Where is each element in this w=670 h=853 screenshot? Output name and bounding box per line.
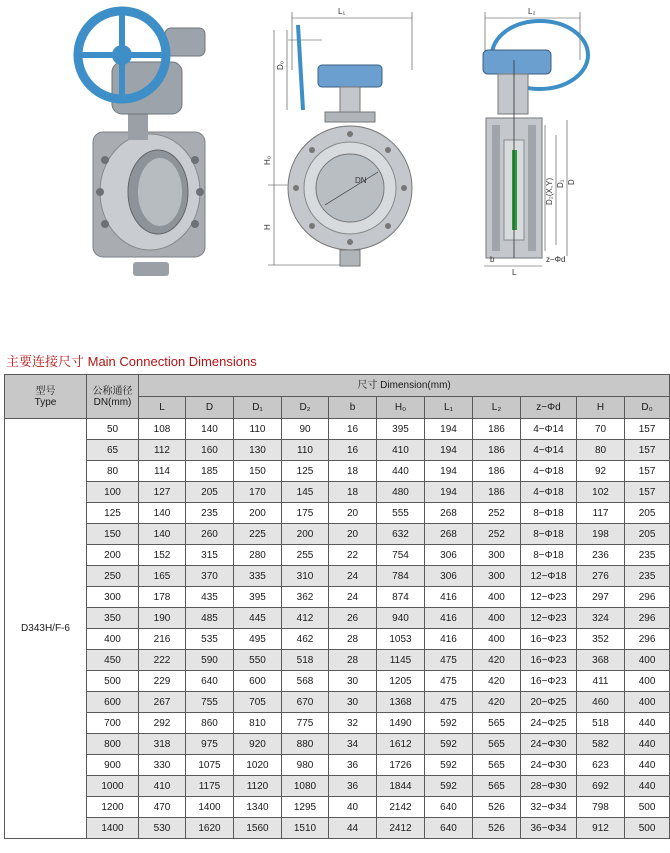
table-cell: 2412 — [377, 818, 425, 839]
table-cell: 16−Φ23 — [521, 650, 577, 671]
label-d: D — [567, 179, 576, 185]
table-cell: 24 — [329, 587, 377, 608]
table-cell: 216 — [139, 629, 186, 650]
table-cell: 1340 — [234, 797, 282, 818]
dn-cell: 1000 — [87, 776, 139, 797]
table-cell: 420 — [473, 671, 521, 692]
table-cell: 252 — [473, 503, 521, 524]
table-cell: 568 — [282, 671, 329, 692]
column-header: D₀ — [625, 397, 670, 419]
table-cell: 297 — [577, 587, 625, 608]
dn-cell: 1400 — [87, 818, 139, 839]
table-cell: 194 — [425, 461, 473, 482]
table-cell: 480 — [377, 482, 425, 503]
table-cell: 440 — [377, 461, 425, 482]
label-h0: H₀ — [263, 155, 272, 165]
table-cell: 592 — [425, 713, 473, 734]
table-cell: 1120 — [234, 776, 282, 797]
table-row — [5, 818, 670, 839]
table-cell: 130 — [234, 440, 282, 461]
table-cell: 194 — [425, 419, 473, 440]
table-cell: 194 — [425, 482, 473, 503]
table-cell: 440 — [625, 734, 670, 755]
column-header: L — [139, 397, 186, 419]
table-cell: 1145 — [377, 650, 425, 671]
section-title: 主要连接尺寸 Main Connection Dimensions — [6, 354, 257, 369]
table-header-row — [5, 375, 670, 397]
table-cell: 296 — [625, 629, 670, 650]
dn-cell: 125 — [87, 503, 139, 524]
column-header: z−Φd — [521, 397, 577, 419]
table-cell: 555 — [377, 503, 425, 524]
table-cell: 1726 — [377, 755, 425, 776]
table-cell: 395 — [377, 419, 425, 440]
dn-cell: 300 — [87, 587, 139, 608]
table-cell: 24−Φ30 — [521, 755, 577, 776]
table-cell: 640 — [425, 797, 473, 818]
table-cell: 920 — [234, 734, 282, 755]
table-cell: 306 — [425, 566, 473, 587]
table-cell: 330 — [139, 755, 186, 776]
column-header: L₂ — [473, 397, 521, 419]
table-cell: 1075 — [186, 755, 234, 776]
table-cell: 1620 — [186, 818, 234, 839]
table-cell: 140 — [139, 524, 186, 545]
table-cell: 980 — [282, 755, 329, 776]
table-cell: 114 — [139, 461, 186, 482]
table-cell: 416 — [425, 608, 473, 629]
table-row — [5, 671, 670, 692]
table-cell: 36−Φ34 — [521, 818, 577, 839]
table-cell: 435 — [186, 587, 234, 608]
table-cell: 2142 — [377, 797, 425, 818]
table-cell: 280 — [234, 545, 282, 566]
label-l: L — [512, 268, 517, 277]
dn-cell: 600 — [87, 692, 139, 713]
table-cell: 127 — [139, 482, 186, 503]
table-cell: 592 — [425, 776, 473, 797]
table-cell: 810 — [234, 713, 282, 734]
table-cell: 16 — [329, 440, 377, 461]
table-cell: 140 — [139, 503, 186, 524]
table-cell: 324 — [577, 608, 625, 629]
table-cell: 600 — [234, 671, 282, 692]
table-cell: 475 — [425, 692, 473, 713]
front-view-drawing — [263, 7, 412, 266]
table-cell: 12−Φ23 — [521, 587, 577, 608]
table-cell: 235 — [186, 503, 234, 524]
table-row — [5, 755, 670, 776]
table-cell: 416 — [425, 587, 473, 608]
dn-cell: 900 — [87, 755, 139, 776]
table-cell: 1368 — [377, 692, 425, 713]
table-cell: 200 — [234, 503, 282, 524]
table-row — [5, 608, 670, 629]
table-cell: 157 — [625, 419, 670, 440]
table-cell: 30 — [329, 671, 377, 692]
table-cell: 1020 — [234, 755, 282, 776]
table-cell: 32−Φ34 — [521, 797, 577, 818]
table-cell: 12−Φ23 — [521, 608, 577, 629]
table-cell: 500 — [625, 818, 670, 839]
table-cell: 1490 — [377, 713, 425, 734]
label-d0: D₀ — [276, 60, 285, 70]
table-cell: 590 — [186, 650, 234, 671]
valve-drawings — [0, 0, 670, 300]
table-cell: 22 — [329, 545, 377, 566]
table-cell: 222 — [139, 650, 186, 671]
table-row — [5, 797, 670, 818]
table-cell: 296 — [625, 587, 670, 608]
dimension-table — [4, 374, 670, 839]
table-cell: 400 — [625, 650, 670, 671]
table-cell: 186 — [473, 440, 521, 461]
label-dn: DN — [355, 176, 367, 185]
table-cell: 410 — [377, 440, 425, 461]
table-cell: 18 — [329, 461, 377, 482]
dn-cell: 250 — [87, 566, 139, 587]
table-cell: 32 — [329, 713, 377, 734]
label-h: H — [263, 224, 272, 230]
table-cell: 140 — [186, 419, 234, 440]
table-row — [5, 482, 670, 503]
table-row — [5, 419, 670, 440]
table-cell: 30 — [329, 692, 377, 713]
table-cell: 592 — [425, 755, 473, 776]
column-header: H₀ — [377, 397, 425, 419]
table-cell: 157 — [625, 482, 670, 503]
table-cell: 475 — [425, 650, 473, 671]
table-row — [5, 692, 670, 713]
table-cell: 152 — [139, 545, 186, 566]
table-cell: 108 — [139, 419, 186, 440]
table-row — [5, 587, 670, 608]
table-cell: 20−Φ25 — [521, 692, 577, 713]
table-cell: 24−Φ25 — [521, 713, 577, 734]
column-header: D — [186, 397, 234, 419]
table-cell: 28 — [329, 650, 377, 671]
table-cell: 692 — [577, 776, 625, 797]
table-cell: 670 — [282, 692, 329, 713]
table-cell: 205 — [186, 482, 234, 503]
table-cell: 198 — [577, 524, 625, 545]
table-cell: 205 — [625, 524, 670, 545]
table-cell: 400 — [625, 692, 670, 713]
table-cell: 1612 — [377, 734, 425, 755]
table-cell: 975 — [186, 734, 234, 755]
table-cell: 117 — [577, 503, 625, 524]
table-cell: 186 — [473, 419, 521, 440]
table-cell: 236 — [577, 545, 625, 566]
label-l1: L₁ — [338, 7, 346, 16]
table-cell: 12−Φ18 — [521, 566, 577, 587]
table-cell: 170 — [234, 482, 282, 503]
table-cell: 440 — [625, 776, 670, 797]
type-header: 型号 Type — [5, 375, 87, 419]
table-cell: 440 — [625, 755, 670, 776]
table-cell: 8−Φ18 — [521, 503, 577, 524]
table-cell: 306 — [425, 545, 473, 566]
table-cell: 36 — [329, 755, 377, 776]
table-cell: 110 — [282, 440, 329, 461]
table-cell: 28 — [329, 629, 377, 650]
table-cell: 150 — [234, 461, 282, 482]
dn-header: 公称通径 DN(mm) — [87, 375, 139, 419]
label-d1: D₁ — [556, 179, 565, 188]
table-cell: 20 — [329, 503, 377, 524]
table-row — [5, 545, 670, 566]
table-cell: 582 — [577, 734, 625, 755]
table-cell: 178 — [139, 587, 186, 608]
table-cell: 518 — [282, 650, 329, 671]
dn-cell: 100 — [87, 482, 139, 503]
table-cell: 160 — [186, 440, 234, 461]
table-cell: 1205 — [377, 671, 425, 692]
table-cell: 24−Φ30 — [521, 734, 577, 755]
table-cell: 640 — [186, 671, 234, 692]
table-cell: 912 — [577, 818, 625, 839]
table-cell: 102 — [577, 482, 625, 503]
dn-cell: 80 — [87, 461, 139, 482]
table-cell: 235 — [625, 545, 670, 566]
table-cell: 526 — [473, 818, 521, 839]
column-header: H — [577, 397, 625, 419]
model-cell: D343H/F-6 — [5, 419, 87, 839]
dimension-group-header: 尺寸 Dimension(mm) — [139, 375, 670, 397]
table-cell: 470 — [139, 797, 186, 818]
table-cell: 16−Φ23 — [521, 629, 577, 650]
column-header: b — [329, 397, 377, 419]
table-cell: 110 — [234, 419, 282, 440]
dn-cell: 1200 — [87, 797, 139, 818]
dn-cell: 350 — [87, 608, 139, 629]
table-cell: 1400 — [186, 797, 234, 818]
table-cell: 190 — [139, 608, 186, 629]
table-cell: 252 — [473, 524, 521, 545]
table-cell: 300 — [473, 566, 521, 587]
table-cell: 1844 — [377, 776, 425, 797]
table-cell: 475 — [425, 671, 473, 692]
table-cell: 400 — [473, 587, 521, 608]
table-cell: 410 — [139, 776, 186, 797]
table-cell: 186 — [473, 461, 521, 482]
table-cell: 310 — [282, 566, 329, 587]
table-cell: 530 — [139, 818, 186, 839]
table-cell: 526 — [473, 797, 521, 818]
table-cell: 400 — [473, 608, 521, 629]
table-cell: 267 — [139, 692, 186, 713]
table-cell: 315 — [186, 545, 234, 566]
table-cell: 34 — [329, 734, 377, 755]
table-cell: 186 — [473, 482, 521, 503]
table-cell: 229 — [139, 671, 186, 692]
table-cell: 754 — [377, 545, 425, 566]
table-cell: 1295 — [282, 797, 329, 818]
table-cell: 260 — [186, 524, 234, 545]
table-cell: 1510 — [282, 818, 329, 839]
table-cell: 26 — [329, 608, 377, 629]
table-cell: 165 — [139, 566, 186, 587]
table-cell: 194 — [425, 440, 473, 461]
table-cell: 44 — [329, 818, 377, 839]
table-cell: 1175 — [186, 776, 234, 797]
table-cell: 565 — [473, 734, 521, 755]
table-cell: 276 — [577, 566, 625, 587]
table-cell: 755 — [186, 692, 234, 713]
table-row — [5, 461, 670, 482]
table-cell: 535 — [186, 629, 234, 650]
table-cell: 798 — [577, 797, 625, 818]
table-cell: 565 — [473, 776, 521, 797]
table-cell: 592 — [425, 734, 473, 755]
table-cell: 623 — [577, 755, 625, 776]
table-cell: 296 — [625, 608, 670, 629]
table-cell: 420 — [473, 692, 521, 713]
table-cell: 157 — [625, 461, 670, 482]
table-cell: 565 — [473, 713, 521, 734]
label-zphid: z−Φd — [546, 255, 566, 264]
table-cell: 550 — [234, 650, 282, 671]
table-cell: 20 — [329, 524, 377, 545]
table-cell: 205 — [625, 503, 670, 524]
table-cell: 28−Φ30 — [521, 776, 577, 797]
table-row — [5, 734, 670, 755]
table-cell: 335 — [234, 566, 282, 587]
table-cell: 874 — [377, 587, 425, 608]
table-row — [5, 503, 670, 524]
table-cell: 420 — [473, 650, 521, 671]
column-header: L₁ — [425, 397, 473, 419]
label-d2: D₂(X,Y) — [545, 177, 554, 205]
dn-cell: 700 — [87, 713, 139, 734]
product-figures — [0, 0, 670, 300]
table-row — [5, 566, 670, 587]
table-cell: 300 — [473, 545, 521, 566]
table-cell: 1560 — [234, 818, 282, 839]
table-row — [5, 629, 670, 650]
dn-cell: 50 — [87, 419, 139, 440]
table-cell: 92 — [577, 461, 625, 482]
table-cell: 4−Φ18 — [521, 461, 577, 482]
table-cell: 880 — [282, 734, 329, 755]
table-cell: 8−Φ18 — [521, 524, 577, 545]
table-cell: 90 — [282, 419, 329, 440]
label-b: b — [490, 255, 495, 264]
table-cell: 4−Φ14 — [521, 419, 577, 440]
table-cell: 412 — [282, 608, 329, 629]
table-cell: 1080 — [282, 776, 329, 797]
table-cell: 36 — [329, 776, 377, 797]
table-cell: 775 — [282, 713, 329, 734]
side-view-drawing — [483, 7, 588, 277]
table-cell: 416 — [425, 629, 473, 650]
table-cell: 112 — [139, 440, 186, 461]
table-cell: 495 — [234, 629, 282, 650]
table-cell: 445 — [234, 608, 282, 629]
table-cell: 632 — [377, 524, 425, 545]
table-cell: 500 — [625, 797, 670, 818]
table-row — [5, 776, 670, 797]
table-cell: 268 — [425, 524, 473, 545]
table-cell: 200 — [282, 524, 329, 545]
table-cell: 40 — [329, 797, 377, 818]
table-cell: 225 — [234, 524, 282, 545]
table-cell: 462 — [282, 629, 329, 650]
table-cell: 125 — [282, 461, 329, 482]
table-row — [5, 713, 670, 734]
table-cell: 411 — [577, 671, 625, 692]
table-cell: 518 — [577, 713, 625, 734]
table-cell: 400 — [473, 629, 521, 650]
table-cell: 80 — [577, 440, 625, 461]
table-cell: 940 — [377, 608, 425, 629]
table-cell: 705 — [234, 692, 282, 713]
table-cell: 175 — [282, 503, 329, 524]
table-cell: 485 — [186, 608, 234, 629]
table-cell: 352 — [577, 629, 625, 650]
table-cell: 4−Φ14 — [521, 440, 577, 461]
table-cell: 8−Φ18 — [521, 545, 577, 566]
table-cell: 145 — [282, 482, 329, 503]
dn-cell: 400 — [87, 629, 139, 650]
table-cell: 460 — [577, 692, 625, 713]
table-cell: 4−Φ18 — [521, 482, 577, 503]
table-row — [5, 440, 670, 461]
dn-cell: 500 — [87, 671, 139, 692]
table-cell: 565 — [473, 755, 521, 776]
column-header: D₂ — [282, 397, 329, 419]
table-row — [5, 650, 670, 671]
table-cell: 440 — [625, 713, 670, 734]
table-cell: 784 — [377, 566, 425, 587]
table-cell: 235 — [625, 566, 670, 587]
table-row — [5, 524, 670, 545]
table-cell: 255 — [282, 545, 329, 566]
table-cell: 860 — [186, 713, 234, 734]
dn-cell: 450 — [87, 650, 139, 671]
table-cell: 185 — [186, 461, 234, 482]
table-cell: 70 — [577, 419, 625, 440]
dn-cell: 200 — [87, 545, 139, 566]
column-header: D₁ — [234, 397, 282, 419]
table-cell: 640 — [425, 818, 473, 839]
table-cell: 292 — [139, 713, 186, 734]
table-cell: 268 — [425, 503, 473, 524]
table-cell: 16−Φ23 — [521, 671, 577, 692]
valve-photo — [78, 11, 205, 276]
table-cell: 318 — [139, 734, 186, 755]
table-cell: 157 — [625, 440, 670, 461]
table-cell: 16 — [329, 419, 377, 440]
table-cell: 362 — [282, 587, 329, 608]
label-l2: L₂ — [528, 7, 536, 16]
table-cell: 395 — [234, 587, 282, 608]
table-cell: 24 — [329, 566, 377, 587]
table-cell: 1053 — [377, 629, 425, 650]
table-cell: 368 — [577, 650, 625, 671]
dn-cell: 65 — [87, 440, 139, 461]
dn-cell: 150 — [87, 524, 139, 545]
dn-cell: 800 — [87, 734, 139, 755]
table-cell: 370 — [186, 566, 234, 587]
table-body — [5, 419, 670, 839]
table-cell: 400 — [625, 671, 670, 692]
table-cell: 18 — [329, 482, 377, 503]
